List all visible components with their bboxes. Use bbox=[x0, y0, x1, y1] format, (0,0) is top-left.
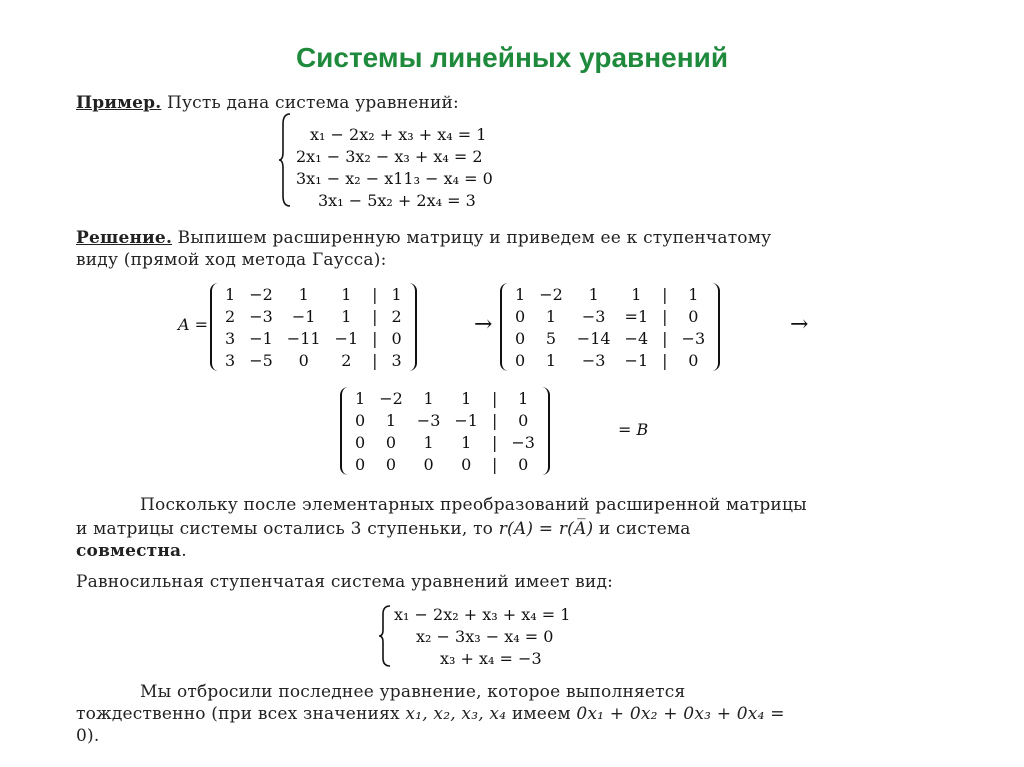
matrix-a-label: A = bbox=[178, 315, 209, 334]
matrix-cell: 0 bbox=[688, 350, 699, 370]
system2-eq: x₁ − 2x₂ + x₃ + x₄ = 1 bbox=[394, 605, 571, 624]
matrix-cell: 2 bbox=[225, 306, 236, 326]
matrix-cell: −4 bbox=[624, 328, 649, 348]
matrix-cell: 0 bbox=[298, 350, 309, 370]
matrix-cell: −2 bbox=[379, 388, 403, 408]
matrix-row bbox=[508, 349, 712, 371]
matrix-cell: 1 bbox=[423, 432, 434, 452]
solution-paragraph bbox=[76, 228, 918, 248]
rank-expression: r(A) = r(A̅) bbox=[498, 519, 594, 539]
matrix-row bbox=[508, 327, 712, 349]
conclusion-text: . bbox=[181, 541, 187, 561]
final-line3: 0). bbox=[76, 726, 100, 746]
matrix-cell: 1 bbox=[688, 284, 699, 304]
matrix-cell: 0 bbox=[515, 350, 526, 370]
matrix-cell: 1 bbox=[341, 306, 352, 326]
matrix-cell: −11 bbox=[286, 328, 321, 348]
matrix-cell: | bbox=[491, 410, 498, 430]
matrix-cell: 1 bbox=[423, 388, 434, 408]
matrix-cell: | bbox=[662, 284, 668, 304]
matrix-cell: −14 bbox=[576, 328, 611, 348]
matrix-a-table bbox=[218, 283, 409, 371]
conclusion-line3 bbox=[76, 541, 187, 561]
matrix-row bbox=[348, 453, 542, 475]
matrix-cell: 1 bbox=[461, 388, 472, 408]
matrix-row bbox=[218, 305, 409, 327]
matrix-cell: −3 bbox=[581, 350, 606, 370]
equivalent-text: Равносильная ступенчатая система уравнений имеет вид: bbox=[76, 572, 614, 592]
system1-eq: 2x₁ − 3x₂ − x₃ + x₄ = 2 bbox=[296, 147, 483, 166]
matrix-row bbox=[348, 387, 542, 409]
matrix-cell: 3 bbox=[225, 328, 236, 348]
matrix-cell: 1 bbox=[298, 284, 309, 304]
example-paragraph bbox=[76, 93, 459, 113]
system1-eq: 3x₁ − x₂ − x11₃ − x₄ = 0 bbox=[296, 169, 493, 188]
matrix-cell: 1 bbox=[385, 410, 397, 430]
matrix-cell: 0 bbox=[355, 410, 366, 430]
matrix-cell: 3 bbox=[225, 350, 236, 370]
matrix-step1-table bbox=[508, 283, 712, 371]
conclusion-line1: Поскольку после элементарных преобразований расширенной матрицы bbox=[140, 495, 807, 515]
system2-eq: x₂ − 3x₃ − x₄ = 0 bbox=[416, 627, 554, 646]
arrow-icon: → bbox=[790, 312, 809, 337]
matrix-row bbox=[348, 431, 542, 453]
matrix-cell: 0 bbox=[688, 306, 699, 326]
matrix-cell: 2 bbox=[391, 306, 402, 326]
matrix-cell: 0 bbox=[423, 454, 434, 474]
matrix-cell: 5 bbox=[545, 328, 557, 348]
system2-brace bbox=[378, 604, 392, 672]
matrix-cell: 2 bbox=[341, 350, 352, 370]
matrix-cell: =1 bbox=[624, 306, 649, 326]
matrix-cell: 0 bbox=[515, 328, 526, 348]
matrix-cell: 0 bbox=[515, 306, 526, 326]
matrix-cell: 0 bbox=[355, 432, 366, 452]
matrix-cell: | bbox=[662, 306, 668, 326]
matrix-cell: 1 bbox=[391, 284, 402, 304]
matrix-cell: | bbox=[662, 328, 668, 348]
matrix-cell: 1 bbox=[341, 284, 352, 304]
matrix-cell: 0 bbox=[385, 454, 397, 474]
matrix-cell: | bbox=[491, 388, 498, 408]
matrix-cell: | bbox=[491, 432, 498, 452]
solution-label: Решение. bbox=[76, 228, 173, 248]
matrix-cell: 1 bbox=[518, 388, 529, 408]
matrix-cell: | bbox=[662, 350, 668, 370]
matrix-a bbox=[210, 283, 417, 371]
system1 bbox=[296, 124, 493, 212]
final-text: имеем bbox=[506, 704, 577, 724]
arrow-icon: → bbox=[474, 312, 493, 337]
matrix-step1 bbox=[500, 283, 720, 371]
consistent-word: совместна bbox=[76, 541, 182, 561]
matrix-cell: 1 bbox=[515, 284, 526, 304]
matrix-row bbox=[508, 305, 712, 327]
example-label: Пример. bbox=[76, 93, 162, 113]
matrix-cell: −2 bbox=[539, 284, 563, 304]
conclusion-line2 bbox=[76, 519, 918, 539]
matrix-cell: −1 bbox=[454, 410, 478, 430]
matrix-cell: −3 bbox=[681, 328, 706, 348]
matrix-cell: −1 bbox=[334, 328, 359, 348]
final-line2 bbox=[76, 704, 918, 724]
variables: x₁, x₂, x₃, x₄ bbox=[405, 704, 507, 724]
matrix-cell: −2 bbox=[249, 284, 273, 304]
system1-eq: 3x₁ − 5x₂ + 2x₄ = 3 bbox=[318, 191, 476, 210]
system2-eq: x₃ + x₄ = −3 bbox=[440, 649, 542, 668]
matrix-b-label: = B bbox=[618, 420, 649, 439]
matrix-cell: 1 bbox=[588, 284, 599, 304]
matrix-cell: 1 bbox=[545, 306, 557, 326]
matrix-cell: 0 bbox=[391, 328, 402, 348]
matrix-cell: −1 bbox=[291, 306, 316, 326]
conclusion-text: и система bbox=[593, 519, 691, 539]
matrix-cell: | bbox=[491, 454, 498, 474]
matrix-row bbox=[218, 349, 409, 371]
page-title: Системы линейных уравнений bbox=[295, 42, 729, 73]
solution-line1: Выпишем расширенную матрицу и приведем ее к ступенчатому bbox=[172, 228, 772, 248]
matrix-step2-table bbox=[348, 387, 542, 475]
final-line1: Мы отбросили последнее уравнение, которое выполняется bbox=[140, 682, 686, 702]
matrix-cell: | bbox=[372, 328, 378, 348]
matrix-step2 bbox=[340, 387, 550, 475]
matrix-cell: | bbox=[372, 284, 378, 304]
matrix-cell: | bbox=[372, 306, 378, 326]
matrix-cell: 0 bbox=[518, 410, 529, 430]
matrix-cell: 1 bbox=[355, 388, 366, 408]
matrix-row bbox=[348, 409, 542, 431]
matrix-cell: −3 bbox=[249, 306, 273, 326]
matrix-cell: 0 bbox=[461, 454, 472, 474]
matrix-cell: −3 bbox=[416, 410, 441, 430]
zero-expression: 0x₁ + 0x₂ + 0x₃ + 0x₄ = bbox=[576, 704, 785, 724]
final-text: тождественно (при всех значениях bbox=[76, 704, 406, 724]
matrix-row bbox=[218, 327, 409, 349]
matrix-cell: −5 bbox=[249, 350, 273, 370]
system1-brace bbox=[278, 112, 288, 208]
example-text: Пусть дана система уравнений: bbox=[161, 93, 459, 113]
matrix-row bbox=[508, 283, 712, 305]
matrix-cell: −1 bbox=[249, 328, 273, 348]
matrix-cell: 0 bbox=[518, 454, 529, 474]
conclusion-text: и матрицы системы остались 3 ступеньки, то bbox=[76, 519, 499, 539]
matrix-cell: −1 bbox=[624, 350, 649, 370]
matrix-cell: | bbox=[372, 350, 378, 370]
matrix-cell: 1 bbox=[545, 350, 557, 370]
matrix-cell: 1 bbox=[631, 284, 642, 304]
matrix-cell: −3 bbox=[581, 306, 606, 326]
matrix-cell: 0 bbox=[355, 454, 366, 474]
solution-line2: виду (прямой ход метода Гаусса): bbox=[76, 250, 387, 270]
matrix-cell: −3 bbox=[511, 432, 535, 452]
matrix-row bbox=[218, 283, 409, 305]
system2 bbox=[394, 604, 570, 670]
matrix-cell: 1 bbox=[461, 432, 472, 452]
matrix-cell: 1 bbox=[225, 284, 236, 304]
matrix-cell: 0 bbox=[385, 432, 397, 452]
system1-eq: x₁ − 2x₂ + x₃ + x₄ = 1 bbox=[310, 125, 487, 144]
matrix-cell: 3 bbox=[391, 350, 402, 370]
